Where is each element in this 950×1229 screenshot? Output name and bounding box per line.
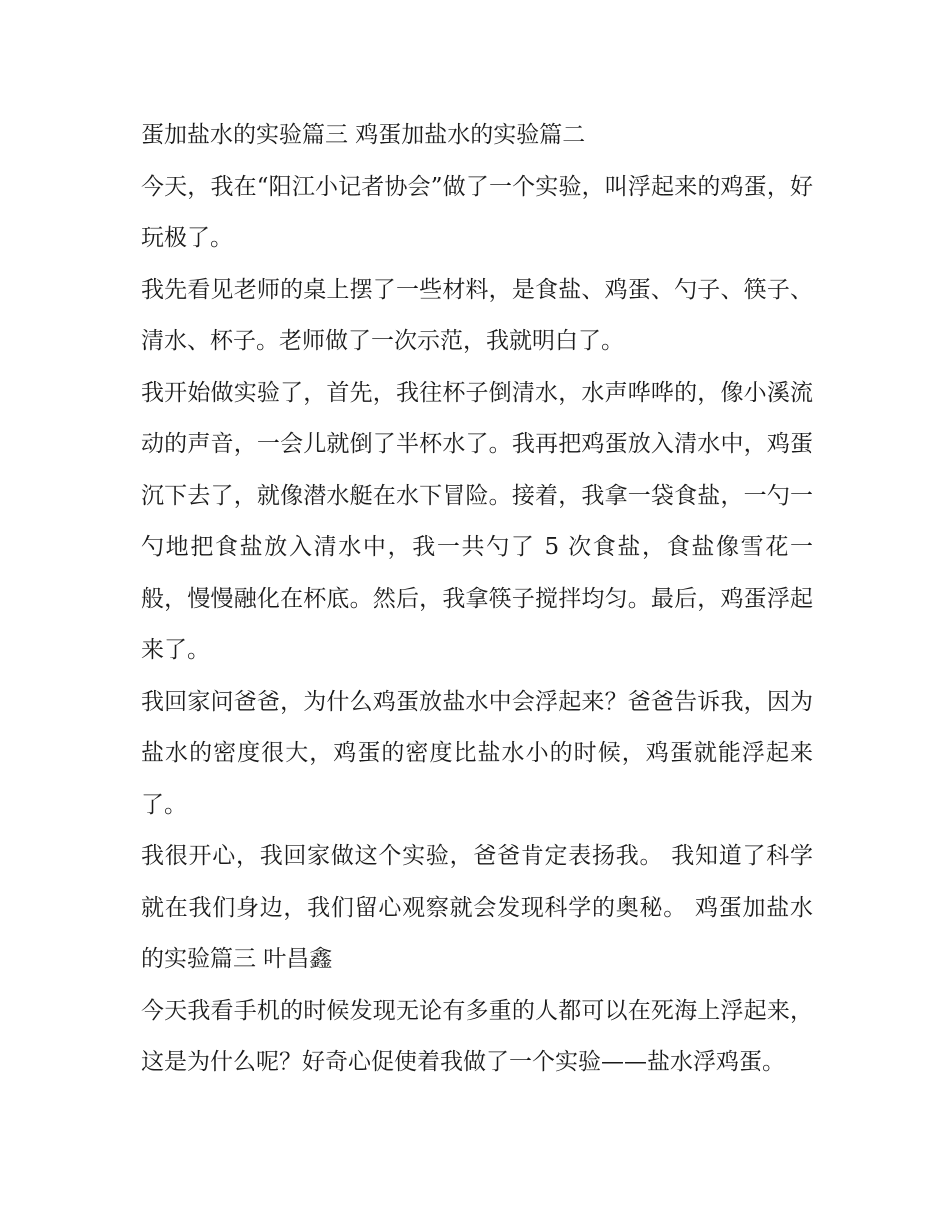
paragraph-heading: 蛋加盐水的实验篇三 鸡蛋加盐水的实验篇二 [141,122,586,148]
paragraph: 今天，我在“阳江小记者协会”做了一个实验，叫浮起来的鸡蛋，好玩极了。 [141,173,813,251]
paragraph: 我开始做实验了，首先，我往杯子倒清水，水声哗哗的，像小溪流动的声音，一会儿就倒了半杯水了。我再把鸡蛋放入清水中，鸡蛋沉下去了，就像潜水艇在水下冒险。接着，我拿一袋食盐，一勺一勺地把食盐放入清水中，我一共勺了 5 次食盐，食盐像雪花一般，慢慢融化在杯底。然后，我拿筷子搅拌均匀。最后，鸡蛋浮起来了。 [141,379,813,663]
paragraph: 我回家问爸爸，为什么鸡蛋放盐水中会浮起来？爸爸告诉我，因为盐水的密度很大，鸡蛋的密度比盐水小的时候，鸡蛋就能浮起来了。 [141,688,813,818]
paragraph: 我很开心，我回家做这个实验，爸爸肯定表扬我。 我知道了科学就在我们身边，我们留心观察就会发现科学的奥秘。 鸡蛋加盐水的实验篇三 叶昌鑫 [141,843,813,972]
paragraph: 今天我看手机的时候发现无论有多重的人都可以在死海上浮起来，这是为什么呢？好奇心促使着我做了一个实验——盐水浮鸡蛋。 [141,997,813,1075]
paragraph: 我先看见老师的桌上摆了一些材料，是食盐、鸡蛋、勺子、筷子、清水、杯子。老师做了一次示范，我就明白了。 [141,276,813,354]
document-page [141,110,813,1089]
